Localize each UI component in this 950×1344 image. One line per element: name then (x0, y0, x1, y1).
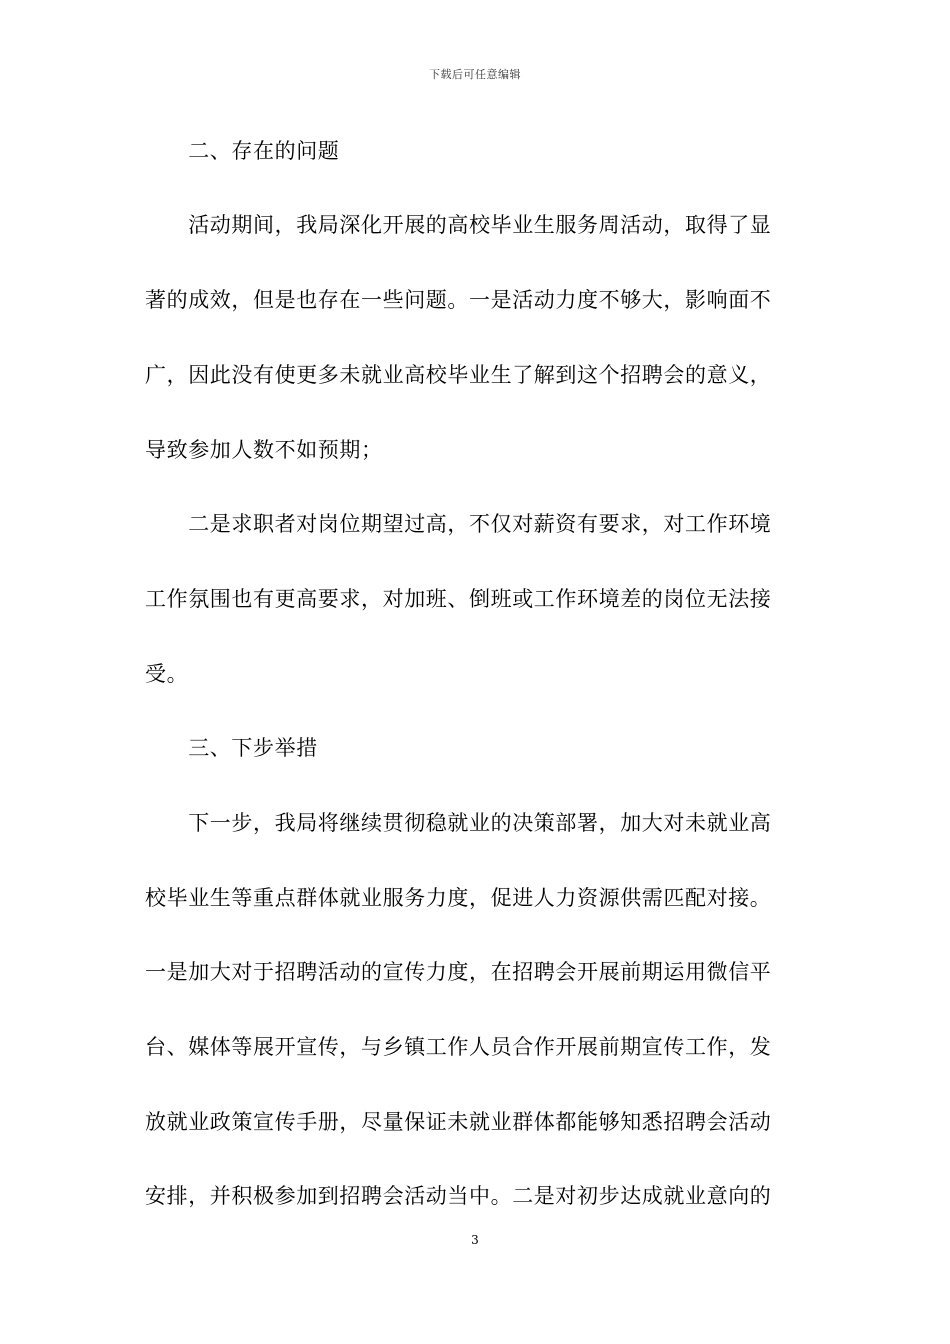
paragraph-line: 放就业政策宣传手册，尽量保证未就业群体都能够知悉招聘会活动 (145, 1110, 772, 1134)
paragraph-line: 安排，并积极参加到招聘会活动当中。二是对初步达成就业意向的 (145, 1184, 772, 1208)
paragraph-line: 广，因此没有使更多未就业高校毕业生了解到这个招聘会的意义， (145, 363, 772, 387)
paragraph-line: 下一步，我局将继续贯彻稳就业的决策部署，加大对未就业高 (145, 811, 772, 835)
paragraph-line: 二是求职者对岗位期望过高，不仅对薪资有要求，对工作环境 (145, 512, 772, 536)
section-heading-next-steps: 三、下步举措 (145, 736, 318, 760)
paragraph-line: 活动期间，我局深化开展的高校毕业生服务周活动，取得了显 (145, 213, 772, 237)
section-heading-problems: 二、存在的问题 (145, 139, 340, 163)
paragraph-line: 工作氛围也有更高要求，对加班、倒班或工作环境差的岗位无法接 (145, 587, 772, 611)
paragraph-line: 著的成效，但是也存在一些问题。一是活动力度不够大，影响面不 (145, 288, 772, 312)
page-number: 3 (471, 1233, 479, 1247)
page-header: 下载后可任意编辑 (429, 68, 521, 81)
paragraph-line: 受。 (145, 662, 189, 686)
paragraph-line: 校毕业生等重点群体就业服务力度，促进人力资源供需匹配对接。 (145, 886, 772, 910)
paragraph-line: 台、媒体等展开宣传，与乡镇工作人员合作开展前期宣传工作，发 (145, 1035, 772, 1059)
paragraph-line: 导致参加人数不如预期； (145, 438, 383, 462)
paragraph-line: 一是加大对于招聘活动的宣传力度，在招聘会开展前期运用微信平 (145, 960, 772, 984)
